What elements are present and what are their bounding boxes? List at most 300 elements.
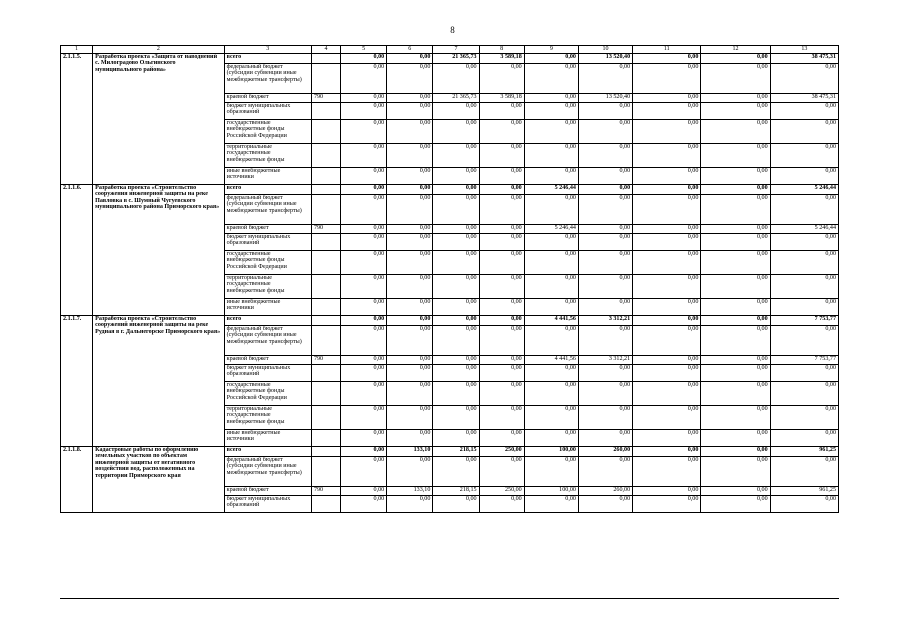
amount-cell: 0,00 xyxy=(524,429,578,446)
amount-cell: 0,00 xyxy=(524,298,578,315)
budget-code xyxy=(311,53,340,63)
budget-code: 790 xyxy=(311,355,340,364)
amount-cell: 0,00 xyxy=(770,381,838,405)
amount-cell: 0,00 xyxy=(701,194,770,224)
amount-cell: 0,00 xyxy=(578,325,632,355)
budget-code xyxy=(311,119,340,143)
amount-cell: 218,15 xyxy=(433,486,479,495)
amount-cell: 133,10 xyxy=(387,446,433,456)
amount-cell: 0,00 xyxy=(633,315,701,325)
amount-cell: 0,00 xyxy=(479,167,524,184)
amount-cell: 4 441,56 xyxy=(524,355,578,364)
amount-cell: 0,00 xyxy=(770,250,838,274)
amount-cell: 0,00 xyxy=(633,429,701,446)
column-header: 5 xyxy=(341,46,387,54)
amount-cell: 0,00 xyxy=(701,119,770,143)
amount-cell: 0,00 xyxy=(701,355,770,364)
amount-cell: 0,00 xyxy=(387,93,433,102)
amount-cell: 13 520,40 xyxy=(578,93,632,102)
amount-cell: 0,00 xyxy=(770,63,838,93)
funding-source: краевой бюджет xyxy=(224,224,311,233)
amount-cell: 0,00 xyxy=(341,53,387,63)
amount-cell: 0,00 xyxy=(578,233,632,250)
amount-cell: 0,00 xyxy=(387,119,433,143)
amount-cell: 3 589,18 xyxy=(479,53,524,63)
amount-cell: 0,00 xyxy=(341,274,387,298)
amount-cell: 250,00 xyxy=(479,486,524,495)
funding-source: всего xyxy=(224,446,311,456)
amount-cell: 0,00 xyxy=(433,355,479,364)
amount-cell: 0,00 xyxy=(770,102,838,119)
funding-source: всего xyxy=(224,315,311,325)
amount-cell: 133,10 xyxy=(387,486,433,495)
amount-cell: 0,00 xyxy=(701,143,770,167)
amount-cell: 0,00 xyxy=(524,63,578,93)
amount-cell: 0,00 xyxy=(524,143,578,167)
amount-cell: 0,00 xyxy=(524,93,578,102)
budget-code: 790 xyxy=(311,224,340,233)
budget-code xyxy=(311,429,340,446)
amount-cell: 0,00 xyxy=(578,184,632,194)
budget-code: 790 xyxy=(311,93,340,102)
amount-cell: 0,00 xyxy=(433,429,479,446)
amount-cell: 0,00 xyxy=(341,325,387,355)
budget-code xyxy=(311,405,340,429)
amount-cell: 0,00 xyxy=(701,102,770,119)
amount-cell: 0,00 xyxy=(479,495,524,512)
amount-cell: 0,00 xyxy=(341,429,387,446)
amount-cell: 0,00 xyxy=(341,298,387,315)
amount-cell: 0,00 xyxy=(433,325,479,355)
item-description: Разработка проекта «Защита от наводнений с. Милоградово Ольгинского муниципального района» xyxy=(93,53,225,184)
amount-cell: 0,00 xyxy=(770,119,838,143)
budget-code xyxy=(311,381,340,405)
amount-cell: 0,00 xyxy=(479,224,524,233)
amount-cell: 0,00 xyxy=(433,63,479,93)
amount-cell: 0,00 xyxy=(770,325,838,355)
amount-cell: 0,00 xyxy=(578,167,632,184)
amount-cell: 0,00 xyxy=(524,456,578,486)
amount-cell: 0,00 xyxy=(633,274,701,298)
table-row-total xyxy=(61,446,839,456)
funding-source: иные внебюджетные источники xyxy=(224,429,311,446)
column-header: 2 xyxy=(93,46,225,54)
table-row-total xyxy=(61,184,839,194)
amount-cell: 0,00 xyxy=(387,364,433,381)
amount-cell: 0,00 xyxy=(341,315,387,325)
amount-cell: 0,00 xyxy=(341,486,387,495)
amount-cell: 0,00 xyxy=(578,456,632,486)
amount-cell: 0,00 xyxy=(433,143,479,167)
amount-cell: 0,00 xyxy=(770,143,838,167)
funding-source: государственные внебюджетные фонды Российской Федерации xyxy=(224,250,311,274)
amount-cell: 0,00 xyxy=(433,102,479,119)
amount-cell: 0,00 xyxy=(387,250,433,274)
budget-code xyxy=(311,194,340,224)
amount-cell: 0,00 xyxy=(433,119,479,143)
item-number: 2.1.1.8. xyxy=(61,446,93,512)
column-header: 13 xyxy=(770,46,838,54)
table-row-total xyxy=(61,53,839,63)
amount-cell: 0,00 xyxy=(387,143,433,167)
amount-cell: 961,25 xyxy=(770,486,838,495)
funding-source: краевой бюджет xyxy=(224,486,311,495)
amount-cell: 0,00 xyxy=(433,224,479,233)
amount-cell: 250,00 xyxy=(479,446,524,456)
amount-cell: 0,00 xyxy=(578,274,632,298)
funding-source: государственные внебюджетные фонды Российской Федерации xyxy=(224,119,311,143)
budget-code xyxy=(311,102,340,119)
amount-cell: 0,00 xyxy=(770,364,838,381)
budget-code xyxy=(311,250,340,274)
amount-cell: 0,00 xyxy=(479,194,524,224)
amount-cell: 0,00 xyxy=(578,102,632,119)
amount-cell: 0,00 xyxy=(578,194,632,224)
amount-cell: 0,00 xyxy=(387,429,433,446)
amount-cell: 3 312,21 xyxy=(578,355,632,364)
amount-cell: 0,00 xyxy=(433,495,479,512)
amount-cell: 0,00 xyxy=(770,194,838,224)
amount-cell: 0,00 xyxy=(701,315,770,325)
amount-cell: 0,00 xyxy=(701,456,770,486)
amount-cell: 0,00 xyxy=(387,233,433,250)
amount-cell: 100,00 xyxy=(524,446,578,456)
amount-cell: 0,00 xyxy=(341,381,387,405)
amount-cell: 0,00 xyxy=(341,250,387,274)
budget-code xyxy=(311,315,340,325)
amount-cell: 0,00 xyxy=(387,298,433,315)
amount-cell: 0,00 xyxy=(633,224,701,233)
amount-cell: 0,00 xyxy=(633,486,701,495)
amount-cell: 0,00 xyxy=(701,429,770,446)
amount-cell: 0,00 xyxy=(701,364,770,381)
amount-cell: 0,00 xyxy=(524,102,578,119)
amount-cell: 0,00 xyxy=(479,63,524,93)
budget-code xyxy=(311,184,340,194)
amount-cell: 0,00 xyxy=(479,456,524,486)
amount-cell: 5 246,44 xyxy=(524,184,578,194)
amount-cell: 0,00 xyxy=(578,250,632,274)
amount-cell: 0,00 xyxy=(701,298,770,315)
amount-cell: 260,00 xyxy=(578,446,632,456)
amount-cell: 0,00 xyxy=(524,405,578,429)
amount-cell: 0,00 xyxy=(524,233,578,250)
amount-cell: 0,00 xyxy=(633,143,701,167)
amount-cell: 0,00 xyxy=(633,194,701,224)
amount-cell: 0,00 xyxy=(479,429,524,446)
amount-cell: 0,00 xyxy=(387,274,433,298)
table-row-total xyxy=(61,315,839,325)
column-number-row xyxy=(61,46,839,54)
amount-cell: 0,00 xyxy=(479,184,524,194)
amount-cell: 3 589,18 xyxy=(479,93,524,102)
amount-cell: 0,00 xyxy=(524,495,578,512)
column-header: 6 xyxy=(387,46,433,54)
column-header: 9 xyxy=(524,46,578,54)
amount-cell: 0,00 xyxy=(524,167,578,184)
amount-cell: 0,00 xyxy=(770,298,838,315)
amount-cell: 0,00 xyxy=(578,143,632,167)
amount-cell: 0,00 xyxy=(479,274,524,298)
amount-cell: 0,00 xyxy=(701,233,770,250)
column-header: 8 xyxy=(479,46,524,54)
funding-source: краевой бюджет xyxy=(224,355,311,364)
amount-cell: 0,00 xyxy=(341,364,387,381)
amount-cell: 0,00 xyxy=(387,53,433,63)
amount-cell: 38 475,31 xyxy=(770,93,838,102)
amount-cell: 0,00 xyxy=(433,298,479,315)
amount-cell: 0,00 xyxy=(387,456,433,486)
amount-cell: 0,00 xyxy=(341,194,387,224)
amount-cell: 0,00 xyxy=(524,119,578,143)
amount-cell: 0,00 xyxy=(433,456,479,486)
amount-cell: 0,00 xyxy=(633,495,701,512)
amount-cell: 0,00 xyxy=(433,274,479,298)
funding-source: территориальные государственные внебюджетные фонды xyxy=(224,274,311,298)
amount-cell: 5 246,44 xyxy=(770,184,838,194)
amount-cell: 0,00 xyxy=(433,315,479,325)
amount-cell: 0,00 xyxy=(633,102,701,119)
amount-cell: 0,00 xyxy=(341,446,387,456)
amount-cell: 0,00 xyxy=(479,381,524,405)
amount-cell: 0,00 xyxy=(633,93,701,102)
amount-cell: 0,00 xyxy=(524,274,578,298)
amount-cell: 0,00 xyxy=(387,194,433,224)
amount-cell: 5 246,44 xyxy=(524,224,578,233)
amount-cell: 13 520,40 xyxy=(578,53,632,63)
amount-cell: 0,00 xyxy=(701,93,770,102)
amount-cell: 0,00 xyxy=(633,456,701,486)
budget-code xyxy=(311,325,340,355)
amount-cell: 0,00 xyxy=(479,119,524,143)
amount-cell: 0,00 xyxy=(387,63,433,93)
column-header: 4 xyxy=(311,46,340,54)
amount-cell: 0,00 xyxy=(433,194,479,224)
funding-source: федеральный бюджет (субсидии субвенции иные межбюджетные трансферты) xyxy=(224,63,311,93)
amount-cell: 0,00 xyxy=(387,355,433,364)
amount-cell: 0,00 xyxy=(479,364,524,381)
amount-cell: 0,00 xyxy=(701,486,770,495)
amount-cell: 0,00 xyxy=(701,495,770,512)
amount-cell: 0,00 xyxy=(479,250,524,274)
amount-cell: 0,00 xyxy=(387,325,433,355)
amount-cell: 21 365,73 xyxy=(433,53,479,63)
amount-cell: 0,00 xyxy=(341,405,387,429)
amount-cell: 7 753,77 xyxy=(770,315,838,325)
amount-cell: 7 753,77 xyxy=(770,355,838,364)
amount-cell: 0,00 xyxy=(341,233,387,250)
funding-source: краевой бюджет xyxy=(224,93,311,102)
amount-cell: 0,00 xyxy=(341,495,387,512)
amount-cell: 0,00 xyxy=(578,63,632,93)
funding-source: всего xyxy=(224,184,311,194)
budget-code xyxy=(311,456,340,486)
amount-cell: 0,00 xyxy=(524,364,578,381)
budget-code xyxy=(311,495,340,512)
amount-cell: 0,00 xyxy=(479,325,524,355)
amount-cell: 0,00 xyxy=(479,315,524,325)
amount-cell: 0,00 xyxy=(433,364,479,381)
amount-cell: 0,00 xyxy=(524,194,578,224)
amount-cell: 0,00 xyxy=(341,102,387,119)
budget-code xyxy=(311,364,340,381)
amount-cell: 0,00 xyxy=(633,53,701,63)
amount-cell: 0,00 xyxy=(770,233,838,250)
amount-cell: 0,00 xyxy=(633,325,701,355)
amount-cell: 0,00 xyxy=(433,250,479,274)
amount-cell: 0,00 xyxy=(433,381,479,405)
amount-cell: 0,00 xyxy=(770,429,838,446)
funding-source: федеральный бюджет (субсидии субвенции иные межбюджетные трансферты) xyxy=(224,194,311,224)
amount-cell: 0,00 xyxy=(578,381,632,405)
amount-cell: 0,00 xyxy=(387,315,433,325)
amount-cell: 961,25 xyxy=(770,446,838,456)
amount-cell: 0,00 xyxy=(433,405,479,429)
budget-table xyxy=(60,45,839,513)
funding-source: бюджет муниципальных образований xyxy=(224,364,311,381)
item-description: Разработка проекта «Строительство сооружения инженерной защиты на реке Павловка в с. Шумный Чугуевского муниципального района Приморского края» xyxy=(93,184,225,315)
amount-cell: 0,00 xyxy=(633,233,701,250)
amount-cell: 0,00 xyxy=(479,102,524,119)
budget-code: 790 xyxy=(311,486,340,495)
amount-cell: 0,00 xyxy=(633,119,701,143)
amount-cell: 0,00 xyxy=(479,405,524,429)
item-description: Кадастровые работы по оформлению земельных участков по объектам инженерной защиты от негативного воздействия вод, расположенных на территории Приморского края xyxy=(93,446,225,512)
funding-source: федеральный бюджет (субсидии субвенции иные межбюджетные трансферты) xyxy=(224,325,311,355)
item-number: 2.1.1.6. xyxy=(61,184,93,315)
amount-cell: 0,00 xyxy=(479,298,524,315)
amount-cell: 218,15 xyxy=(433,446,479,456)
amount-cell: 0,00 xyxy=(770,456,838,486)
amount-cell: 0,00 xyxy=(701,224,770,233)
amount-cell: 3 312,21 xyxy=(578,315,632,325)
amount-cell: 0,00 xyxy=(341,224,387,233)
item-description: Разработка проекта «Строительство сооружений инженерной защиты на реке Рудная в г. Дальнегорске Приморского края» xyxy=(93,315,225,446)
amount-cell: 0,00 xyxy=(387,381,433,405)
amount-cell: 0,00 xyxy=(633,355,701,364)
amount-cell: 0,00 xyxy=(341,93,387,102)
budget-code xyxy=(311,63,340,93)
amount-cell: 5 246,44 xyxy=(770,224,838,233)
page-number: 8 xyxy=(450,25,455,35)
amount-cell: 0,00 xyxy=(770,167,838,184)
amount-cell: 0,00 xyxy=(524,53,578,63)
funding-source: иные внебюджетные источники xyxy=(224,167,311,184)
item-number: 2.1.1.5. xyxy=(61,53,93,184)
funding-source: всего xyxy=(224,53,311,63)
funding-source: бюджет муниципальных образований xyxy=(224,102,311,119)
amount-cell: 0,00 xyxy=(701,381,770,405)
amount-cell: 260,00 xyxy=(578,486,632,495)
budget-code xyxy=(311,143,340,167)
amount-cell: 0,00 xyxy=(524,250,578,274)
amount-cell: 0,00 xyxy=(701,167,770,184)
amount-cell: 0,00 xyxy=(701,405,770,429)
amount-cell: 0,00 xyxy=(387,224,433,233)
column-header: 3 xyxy=(224,46,311,54)
funding-source: иные внебюджетные источники xyxy=(224,298,311,315)
amount-cell: 21 365,73 xyxy=(433,93,479,102)
amount-cell: 0,00 xyxy=(578,405,632,429)
amount-cell: 0,00 xyxy=(479,143,524,167)
budget-code xyxy=(311,167,340,184)
amount-cell: 0,00 xyxy=(701,446,770,456)
funding-source: государственные внебюджетные фонды Российской Федерации xyxy=(224,381,311,405)
amount-cell: 0,00 xyxy=(479,355,524,364)
amount-cell: 0,00 xyxy=(633,167,701,184)
amount-cell: 0,00 xyxy=(701,63,770,93)
amount-cell: 0,00 xyxy=(524,381,578,405)
amount-cell: 0,00 xyxy=(770,495,838,512)
amount-cell: 0,00 xyxy=(633,298,701,315)
amount-cell: 0,00 xyxy=(701,274,770,298)
amount-cell: 100,00 xyxy=(524,486,578,495)
amount-cell: 0,00 xyxy=(433,167,479,184)
amount-cell: 0,00 xyxy=(387,495,433,512)
column-header: 7 xyxy=(433,46,479,54)
column-header: 1 xyxy=(61,46,93,54)
column-header: 12 xyxy=(701,46,770,54)
amount-cell: 0,00 xyxy=(633,446,701,456)
amount-cell: 0,00 xyxy=(578,224,632,233)
amount-cell: 0,00 xyxy=(524,325,578,355)
amount-cell: 0,00 xyxy=(387,184,433,194)
amount-cell: 0,00 xyxy=(633,381,701,405)
budget-code xyxy=(311,274,340,298)
item-number: 2.1.1.7. xyxy=(61,315,93,446)
amount-cell: 38 475,31 xyxy=(770,53,838,63)
amount-cell: 0,00 xyxy=(341,63,387,93)
amount-cell: 4 441,56 xyxy=(524,315,578,325)
amount-cell: 0,00 xyxy=(633,405,701,429)
amount-cell: 0,00 xyxy=(578,298,632,315)
budget-code xyxy=(311,446,340,456)
amount-cell: 0,00 xyxy=(479,233,524,250)
page-bottom-rule xyxy=(60,598,839,599)
funding-source: территориальные государственные внебюджетные фонды xyxy=(224,143,311,167)
amount-cell: 0,00 xyxy=(701,184,770,194)
amount-cell: 0,00 xyxy=(341,119,387,143)
amount-cell: 0,00 xyxy=(770,274,838,298)
amount-cell: 0,00 xyxy=(341,184,387,194)
funding-source: бюджет муниципальных образований xyxy=(224,495,311,512)
amount-cell: 0,00 xyxy=(341,167,387,184)
amount-cell: 0,00 xyxy=(633,250,701,274)
funding-source: территориальные государственные внебюджетные фонды xyxy=(224,405,311,429)
amount-cell: 0,00 xyxy=(387,167,433,184)
amount-cell: 0,00 xyxy=(578,364,632,381)
amount-cell: 0,00 xyxy=(341,456,387,486)
column-header: 11 xyxy=(633,46,701,54)
amount-cell: 0,00 xyxy=(633,364,701,381)
amount-cell: 0,00 xyxy=(633,63,701,93)
column-header: 10 xyxy=(578,46,632,54)
amount-cell: 0,00 xyxy=(387,405,433,429)
amount-cell: 0,00 xyxy=(633,184,701,194)
amount-cell: 0,00 xyxy=(701,250,770,274)
amount-cell: 0,00 xyxy=(433,184,479,194)
amount-cell: 0,00 xyxy=(341,355,387,364)
amount-cell: 0,00 xyxy=(578,495,632,512)
amount-cell: 0,00 xyxy=(387,102,433,119)
amount-cell: 0,00 xyxy=(341,143,387,167)
funding-source: федеральный бюджет (субсидии субвенции иные межбюджетные трансферты) xyxy=(224,456,311,486)
budget-code xyxy=(311,298,340,315)
amount-cell: 0,00 xyxy=(770,405,838,429)
amount-cell: 0,00 xyxy=(433,233,479,250)
amount-cell: 0,00 xyxy=(701,53,770,63)
budget-code xyxy=(311,233,340,250)
